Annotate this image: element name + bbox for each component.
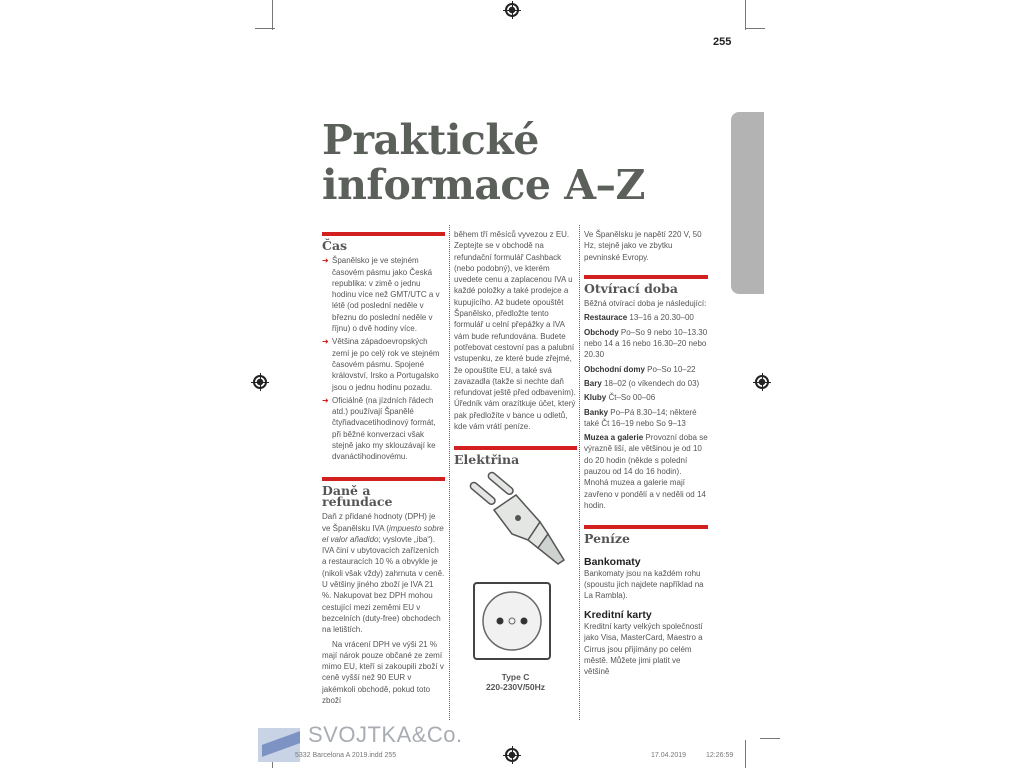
socket-caption-type: Type C (501, 672, 530, 683)
subheading-kreditni-karty: Kreditní karty (584, 608, 652, 621)
text: ; vyslovte „iba“). IVA činí v ubytovacích zařízeních a restauracích 10 % a obvykle je (nikoli však vždy) zahrnuta v ceně. U většiny jiného zboží je IVA 21 %. Nakupovat bez DPH mohou cestující mezi zeměmi EU v bezcelních (duty-free) obchodech na letištích. (322, 534, 445, 635)
title-line: Praktické (322, 116, 539, 164)
section-bar (584, 275, 708, 279)
column-divider (449, 225, 450, 720)
hours-row (584, 312, 708, 323)
section-heading-elektrina: Elektřina (454, 452, 520, 468)
section-heading-cas: Čas (322, 238, 348, 253)
section-heading-oteviraci-doba: Otvírací doba (584, 280, 678, 296)
crop-mark (272, 0, 273, 30)
list-item-text: Většina západoevropských zemí je po celý rok ve stejném časovém pásmu. Spojené království, Irsko a Portugalsko jsou o jednu hodinu pozadu. (332, 337, 440, 392)
crop-mark (745, 740, 746, 768)
socket-caption-voltage: 220-230V/50Hz (485, 682, 546, 693)
hours-label: Banky (584, 407, 609, 417)
dane-paragraph (322, 511, 445, 635)
registration-mark-icon (505, 748, 519, 762)
registration-mark-icon (253, 375, 267, 389)
subheading-bankomaty: Bankomaty (584, 555, 641, 568)
hours-label: Obchodní domy (584, 364, 645, 374)
print-time: 12:26:59 (706, 752, 734, 759)
page-number: 255 (713, 36, 732, 48)
list-item-text: Oficiálně (na jízdních řádech atd.) používají Španělé čtyřiadvacetihodinový formát, při běžné konverzaci však stejně jako my sklouzávají ke dvanáctihodinovému. (332, 395, 436, 462)
cas-list (322, 255, 445, 462)
section-bar (584, 525, 708, 529)
chapter-tab (731, 112, 764, 294)
title-line: informace A–Z (322, 161, 645, 209)
oteviraci-intro: Běžná otvírací doba je následující: (584, 299, 707, 309)
hours-text: Po–Pá 8.30–14; některé také Čt 16–19 nebo So 9–13 (584, 407, 697, 428)
elektrina-text: Ve Španělsku je napětí 220 V, 50 Hz, stejně jako ve zbytku pevninské Evropy. (584, 230, 702, 262)
dane-paragraph-continued: během tří měsíců vyvezou z EU. Zeptejte se v obchodě na refundační formulář Cashback (nebo podobný), ve kterém uvedete cenu a zaplacenou IVA u každé položky a také prodejce a kupujícího. Až budete opouštět Španělsko, předložte tento formulář u celní přepážky a IVA vám bude refundována. Budete potřebovat cestovní pas a palubní vstupenku, ze které bude zřejmé, že opouštíte EU, a také svá zavazadla (takže si nechte daň refundovat ještě před odbavením). Úředník vám orazítkuje účet, který pak předložíte v bance u odletů, kde vám vrátí peníze. (454, 230, 576, 432)
hours-text: Provozní doba se výrazně liší, ale většinou je od 10 do 20 hodin (někde s polední pauzou od 14 do 16 hodin). Mnohá muzea a galerie mají zavřeno v pondělí a v neděli od 14 hodin. (584, 433, 708, 510)
list-item (322, 255, 445, 334)
text: Daň z přidané hodnoty (DPH) je ve Španělsku IVA ( (322, 512, 436, 533)
text-italic: impuesto sobre el valor añadido (322, 523, 444, 544)
hours-label: Kluby (584, 393, 607, 403)
hours-row (584, 327, 708, 361)
hours-text: Po–So 9 nebo 10–13.30 nebo 14 a 16 nebo 16.30–20 nebo 20.30 (584, 327, 708, 360)
socket-type-c-icon (454, 579, 577, 669)
crop-mark (745, 0, 746, 30)
hours-label: Muzea a galerie (584, 433, 644, 443)
hours-row (584, 392, 708, 403)
column-divider (579, 225, 580, 720)
list-item (322, 336, 445, 392)
hours-row (584, 378, 708, 389)
section-heading-dane: Daně a refundace (322, 482, 393, 509)
page-title (322, 118, 645, 208)
section-heading-penize: Peníze (584, 531, 630, 547)
section-bar (322, 232, 445, 236)
section-bar (322, 477, 445, 481)
karty-text: Kreditní karty velkých společností jako Visa, MasterCard, Maestro a Cirrus jsou přijímány po celém městě. Můžete jimi platit ve většině (584, 622, 703, 677)
bankomaty-text: Bankomaty jsou na každém rohu (spoustu jich najdete například na La Rambla). (584, 568, 704, 601)
list-item-text: Španělsko je ve stejném časovém pásmu jako Česká republika: v zimě o jednu hodinu více než GMT/UTC a v létě (od poslední neděle v březnu do poslední neděle v říjnu) o dvě hodiny více. (332, 256, 440, 334)
hours-text: Po–So 10–22 (647, 364, 696, 374)
crop-mark (255, 28, 275, 29)
publisher-logo: SVOJTKA&Co. (308, 722, 463, 747)
print-date: 17.04.2019 (651, 752, 687, 759)
crop-mark (745, 28, 765, 29)
hours-label: Restaurace (584, 313, 628, 323)
file-slug: 5332 Barcelona A 2019.indd 255 (295, 752, 397, 759)
list-item (322, 395, 445, 463)
hours-row (584, 432, 708, 511)
column-2 (454, 229, 577, 692)
section-bar (454, 446, 577, 450)
plug-icon (454, 470, 577, 570)
hours-text: Čt–So 00–06 (608, 393, 656, 403)
column-1 (322, 232, 445, 709)
hours-row (584, 364, 708, 375)
registration-mark-icon (505, 3, 519, 17)
hours-label: Obchody (584, 327, 619, 337)
crop-mark (760, 738, 780, 739)
column-3 (584, 229, 708, 681)
hours-text: 13–16 a 20.30–00 (629, 313, 694, 323)
arrow-bullet-icon: ➜ (322, 256, 329, 266)
hours-text: 18–02 (o víkendech do 03) (604, 378, 700, 388)
arrow-bullet-icon: ➜ (322, 337, 329, 347)
dane-paragraph: Na vrácení DPH ve výši 21 % mají nárok pouze občané ze zemí mimo EU, kteří si zakoupili zboží v ceně vyšší než 90 EUR v jakémkoli obchodě, pokud toto zboží (322, 639, 444, 705)
registration-mark-icon (755, 375, 769, 389)
hours-label: Bary (584, 378, 602, 388)
arrow-bullet-icon: ➜ (322, 395, 329, 405)
hours-row (584, 407, 708, 430)
